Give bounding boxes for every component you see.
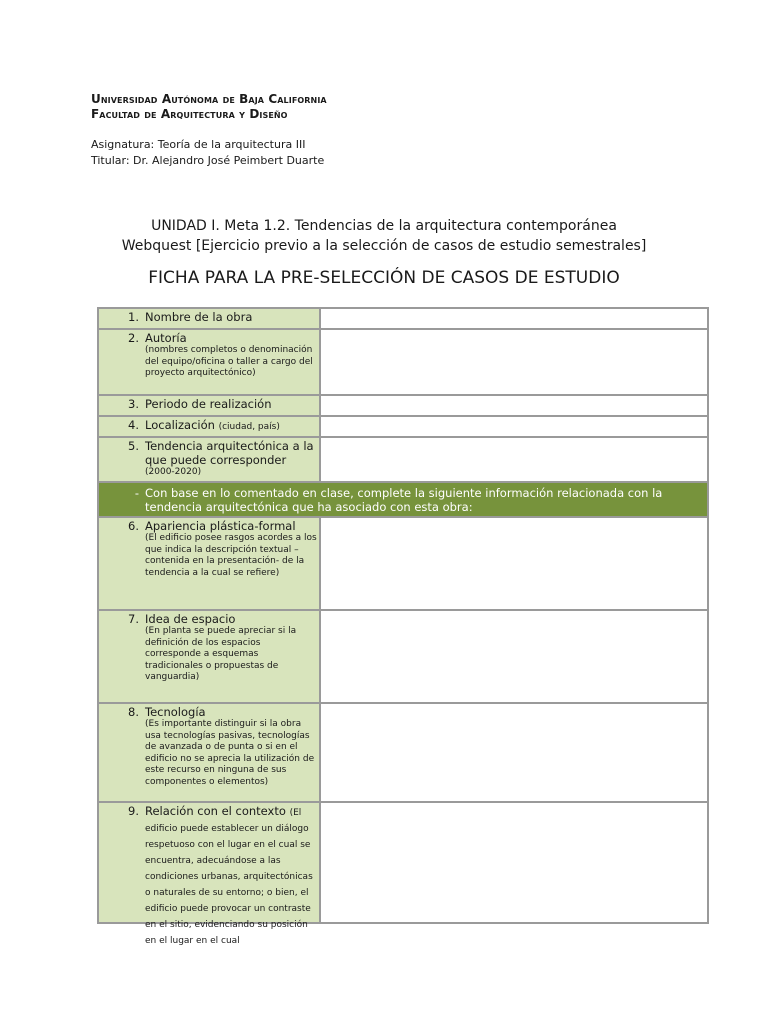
- faculty-name: Facultad de Arquitectura y Diseño: [91, 107, 288, 121]
- row-label: Nombre de la obra: [145, 310, 253, 324]
- row-label: Periodo de realización: [145, 397, 272, 411]
- section-instruction: Con base en lo comentado en clase, complete la siguiente información relacionada con la tendencia arquitectónica que ha asociado con esta obra:: [145, 486, 663, 514]
- row-number: 5.: [128, 439, 139, 453]
- field-contexto[interactable]: [321, 803, 707, 922]
- teacher-line: Titular: Dr. Alejandro José Peimbert Duarte: [91, 154, 325, 167]
- table-row: [99, 518, 707, 611]
- section-marker: -: [134, 486, 139, 500]
- table-row: [99, 803, 707, 946]
- row-number: 4.: [128, 418, 139, 432]
- row-note: (El edificio posee rasgos acordes a los que indica la descripción textual –contenida en la presentación- de la tendencia a la cual se refiere): [145, 533, 317, 578]
- table-row: [99, 330, 707, 396]
- row-number: 7.: [128, 612, 139, 626]
- row-label-cell: [99, 611, 321, 702]
- field-nombre-obra[interactable]: [321, 309, 707, 328]
- table-row: [99, 396, 707, 417]
- row-label-cell: [99, 309, 321, 328]
- unit-line-2: Webquest [Ejercicio previo a la selección de casos de estudio semestrales]: [121, 238, 647, 254]
- table-row: [99, 611, 707, 704]
- row-label: Idea de espacio: [145, 612, 236, 626]
- form-title: FICHA PARA LA PRE-SELECCIÓN DE CASOS DE ESTUDIO: [148, 268, 620, 288]
- row-number: 2.: [128, 331, 139, 345]
- row-label-cell: [99, 438, 321, 481]
- row-label-cell: [99, 803, 321, 946]
- course-info: [91, 137, 324, 169]
- table-row: [99, 438, 707, 483]
- field-localizacion[interactable]: [321, 417, 707, 436]
- unit-line-1: UNIDAD I. Meta 1.2. Tendencias de la arquitectura contemporánea: [151, 218, 617, 234]
- field-tecnologia[interactable]: [321, 704, 707, 801]
- row-label: Relación con el contexto: [145, 804, 286, 818]
- university-name: Universidad Autónoma de Baja California: [91, 92, 327, 106]
- row-note: (En planta se puede apreciar si la definición de los espacios corresponde a esquemas tradicionales o propuestas de vanguardia): [145, 626, 297, 682]
- row-number: 6.: [128, 519, 139, 533]
- row-number: 8.: [128, 705, 139, 719]
- table-row: [99, 309, 707, 330]
- document-header: [91, 92, 327, 122]
- row-note: (Es importante distinguir si la obra usa tecnologías pasivas, tecnologías de avanzada o de punta o si en el edificio no se aprecia la utilización de este recurso en ninguna de sus componentes o elementos): [145, 719, 315, 787]
- field-tendencia[interactable]: [321, 438, 707, 481]
- row-note: (nombres completos o denominación del equipo/oficina o taller a cargo del proyecto arquitectónico): [145, 345, 313, 378]
- row-label: Tecnología: [145, 705, 206, 719]
- table-row: [99, 704, 707, 803]
- field-periodo[interactable]: [321, 396, 707, 415]
- row-note: (El edificio puede establecer un diálogo respetuoso con el lugar en el cual se encuentra, adecuándose a las condiciones urbanas, arquitectónicas o naturales de su entorno; o bien, el edificio puede provocar un contraste en el sitio, evidenciando su posición en el lugar en el cual: [145, 808, 313, 946]
- row-note: (2000-2020): [145, 467, 202, 477]
- row-label: Tendencia arquitectónica a la que puede corresponder: [145, 439, 314, 467]
- field-apariencia[interactable]: [321, 518, 707, 609]
- row-note: (ciudad, país): [218, 422, 280, 432]
- row-label: Apariencia plástica-formal: [145, 519, 296, 533]
- row-number: 1.: [128, 310, 139, 324]
- subject-line: Asignatura: Teoría de la arquitectura III: [91, 138, 306, 151]
- row-label-cell: [99, 330, 321, 394]
- row-number: 3.: [128, 397, 139, 411]
- row-label-cell: [99, 417, 321, 436]
- row-label-cell: [99, 704, 321, 801]
- table-row: [99, 417, 707, 438]
- row-label: Localización: [145, 418, 215, 432]
- unit-heading: [0, 216, 768, 256]
- row-number: 9.: [128, 804, 139, 818]
- field-idea-espacio[interactable]: [321, 611, 707, 702]
- section-instruction-row: [99, 483, 707, 518]
- form-table: [97, 307, 709, 946]
- row-label: Autoría: [145, 331, 187, 345]
- field-autoria[interactable]: [321, 330, 707, 394]
- row-label-cell: [99, 518, 321, 609]
- row-label-cell: [99, 396, 321, 415]
